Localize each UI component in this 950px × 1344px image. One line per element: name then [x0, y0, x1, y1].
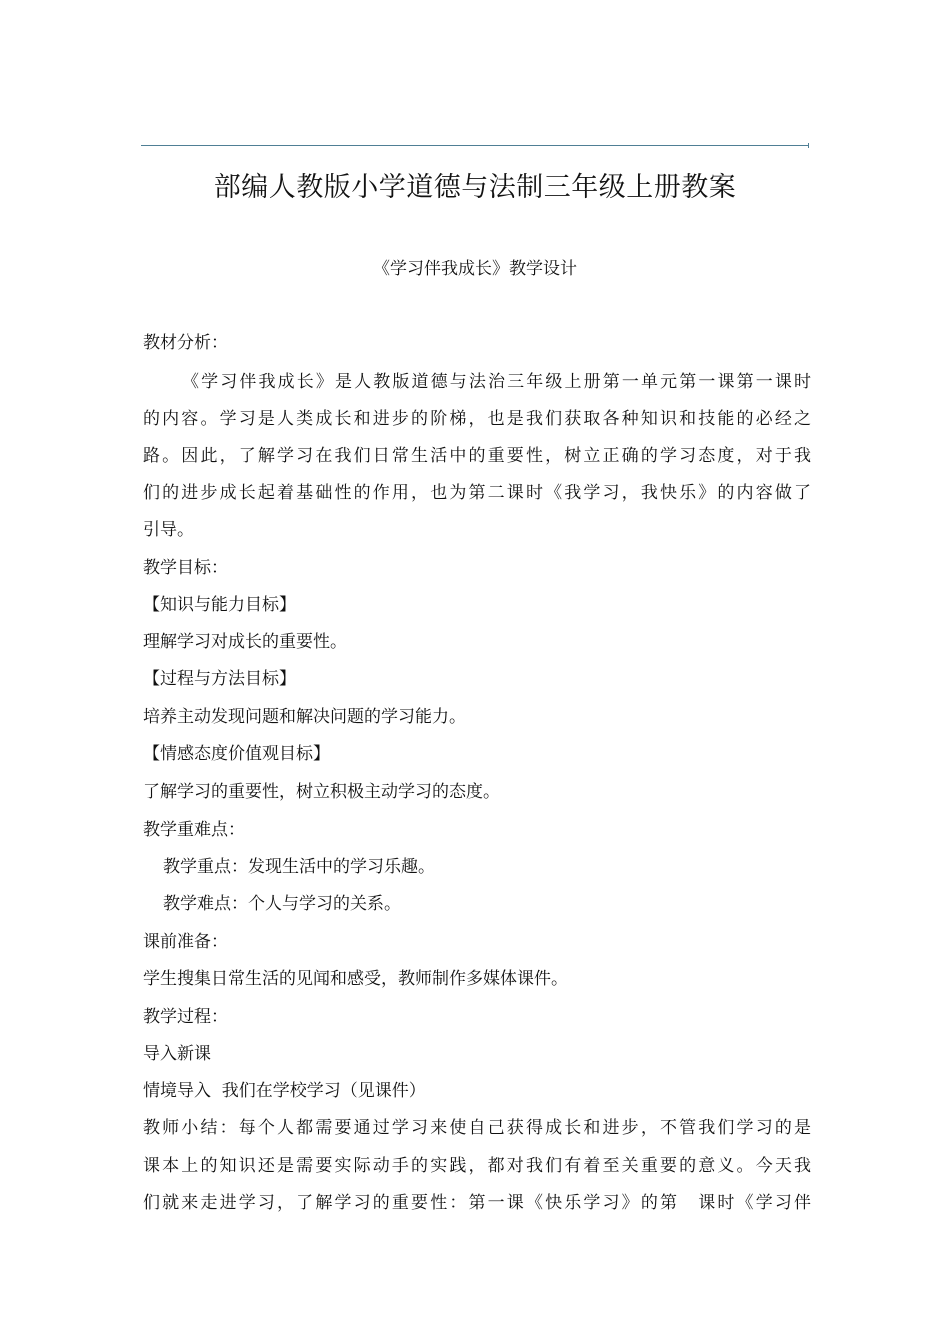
- body-line: 情境导入 我们在学校学习（见课件）: [143, 1081, 426, 1101]
- paragraph-line: 们就来走进学习，了解学习的重要性：第一课《快乐学习》的第 课时《学习伴: [143, 1193, 811, 1213]
- header-rule: [141, 145, 809, 146]
- paragraph-line: 路。因此，了解学习在我们日常生活中的重要性，树立正确的学习态度，对于我: [143, 446, 811, 466]
- document-title: 部编人教版小学道德与法制三年级上册教案: [213, 172, 737, 203]
- document-subtitle: 《学习伴我成长》教学设计: [373, 259, 577, 279]
- paragraph-line: 教师小结：每个人都需要通过学习来使自己获得成长和进步，不管我们学习的是: [143, 1118, 811, 1138]
- body-line: 学生搜集日常生活的见闻和感受，教师制作多媒体课件。: [143, 969, 568, 989]
- key-point-line: 教学重点：发现生活中的学习乐趣。: [163, 857, 435, 877]
- paragraph-line: 们的进步成长起着基础性的作用，也为第二课时《我学习，我快乐》的内容做了: [143, 483, 811, 503]
- paragraph-line: 《学习伴我成长》是人教版道德与法治三年级上册第一单元第一课第一课时: [182, 372, 811, 392]
- paragraph-line: 引导。: [143, 520, 194, 540]
- body-line: 导入新课: [143, 1044, 211, 1064]
- section-heading-teaching-goals: 教学目标：: [143, 558, 228, 578]
- body-line: 理解学习对成长的重要性。: [143, 632, 347, 652]
- section-heading-process: 教学过程：: [143, 1007, 228, 1027]
- paragraph-line: 的内容。学习是人类成长和进步的阶梯，也是我们获取各种知识和技能的必经之: [143, 409, 811, 429]
- body-line: 培养主动发现问题和解决问题的学习能力。: [143, 707, 466, 727]
- paragraph-line: 课本上的知识还是需要实际动手的实践，都对我们有着至关重要的意义。今天我: [143, 1156, 811, 1176]
- section-heading-key-points: 教学重难点：: [143, 820, 245, 840]
- header-rule-tick: [808, 143, 809, 148]
- subheading-knowledge-goal: 【知识与能力目标】: [143, 595, 296, 615]
- section-heading-preparation: 课前准备：: [143, 932, 228, 952]
- difficult-point-line: 教学难点：个人与学习的关系。: [163, 894, 401, 914]
- subheading-emotion-goal: 【情感态度价值观目标】: [143, 744, 330, 764]
- body-line: 了解学习的重要性，树立积极主动学习的态度。: [143, 782, 500, 802]
- section-heading-material-analysis: 教材分析：: [143, 333, 228, 353]
- subheading-process-goal: 【过程与方法目标】: [143, 669, 296, 689]
